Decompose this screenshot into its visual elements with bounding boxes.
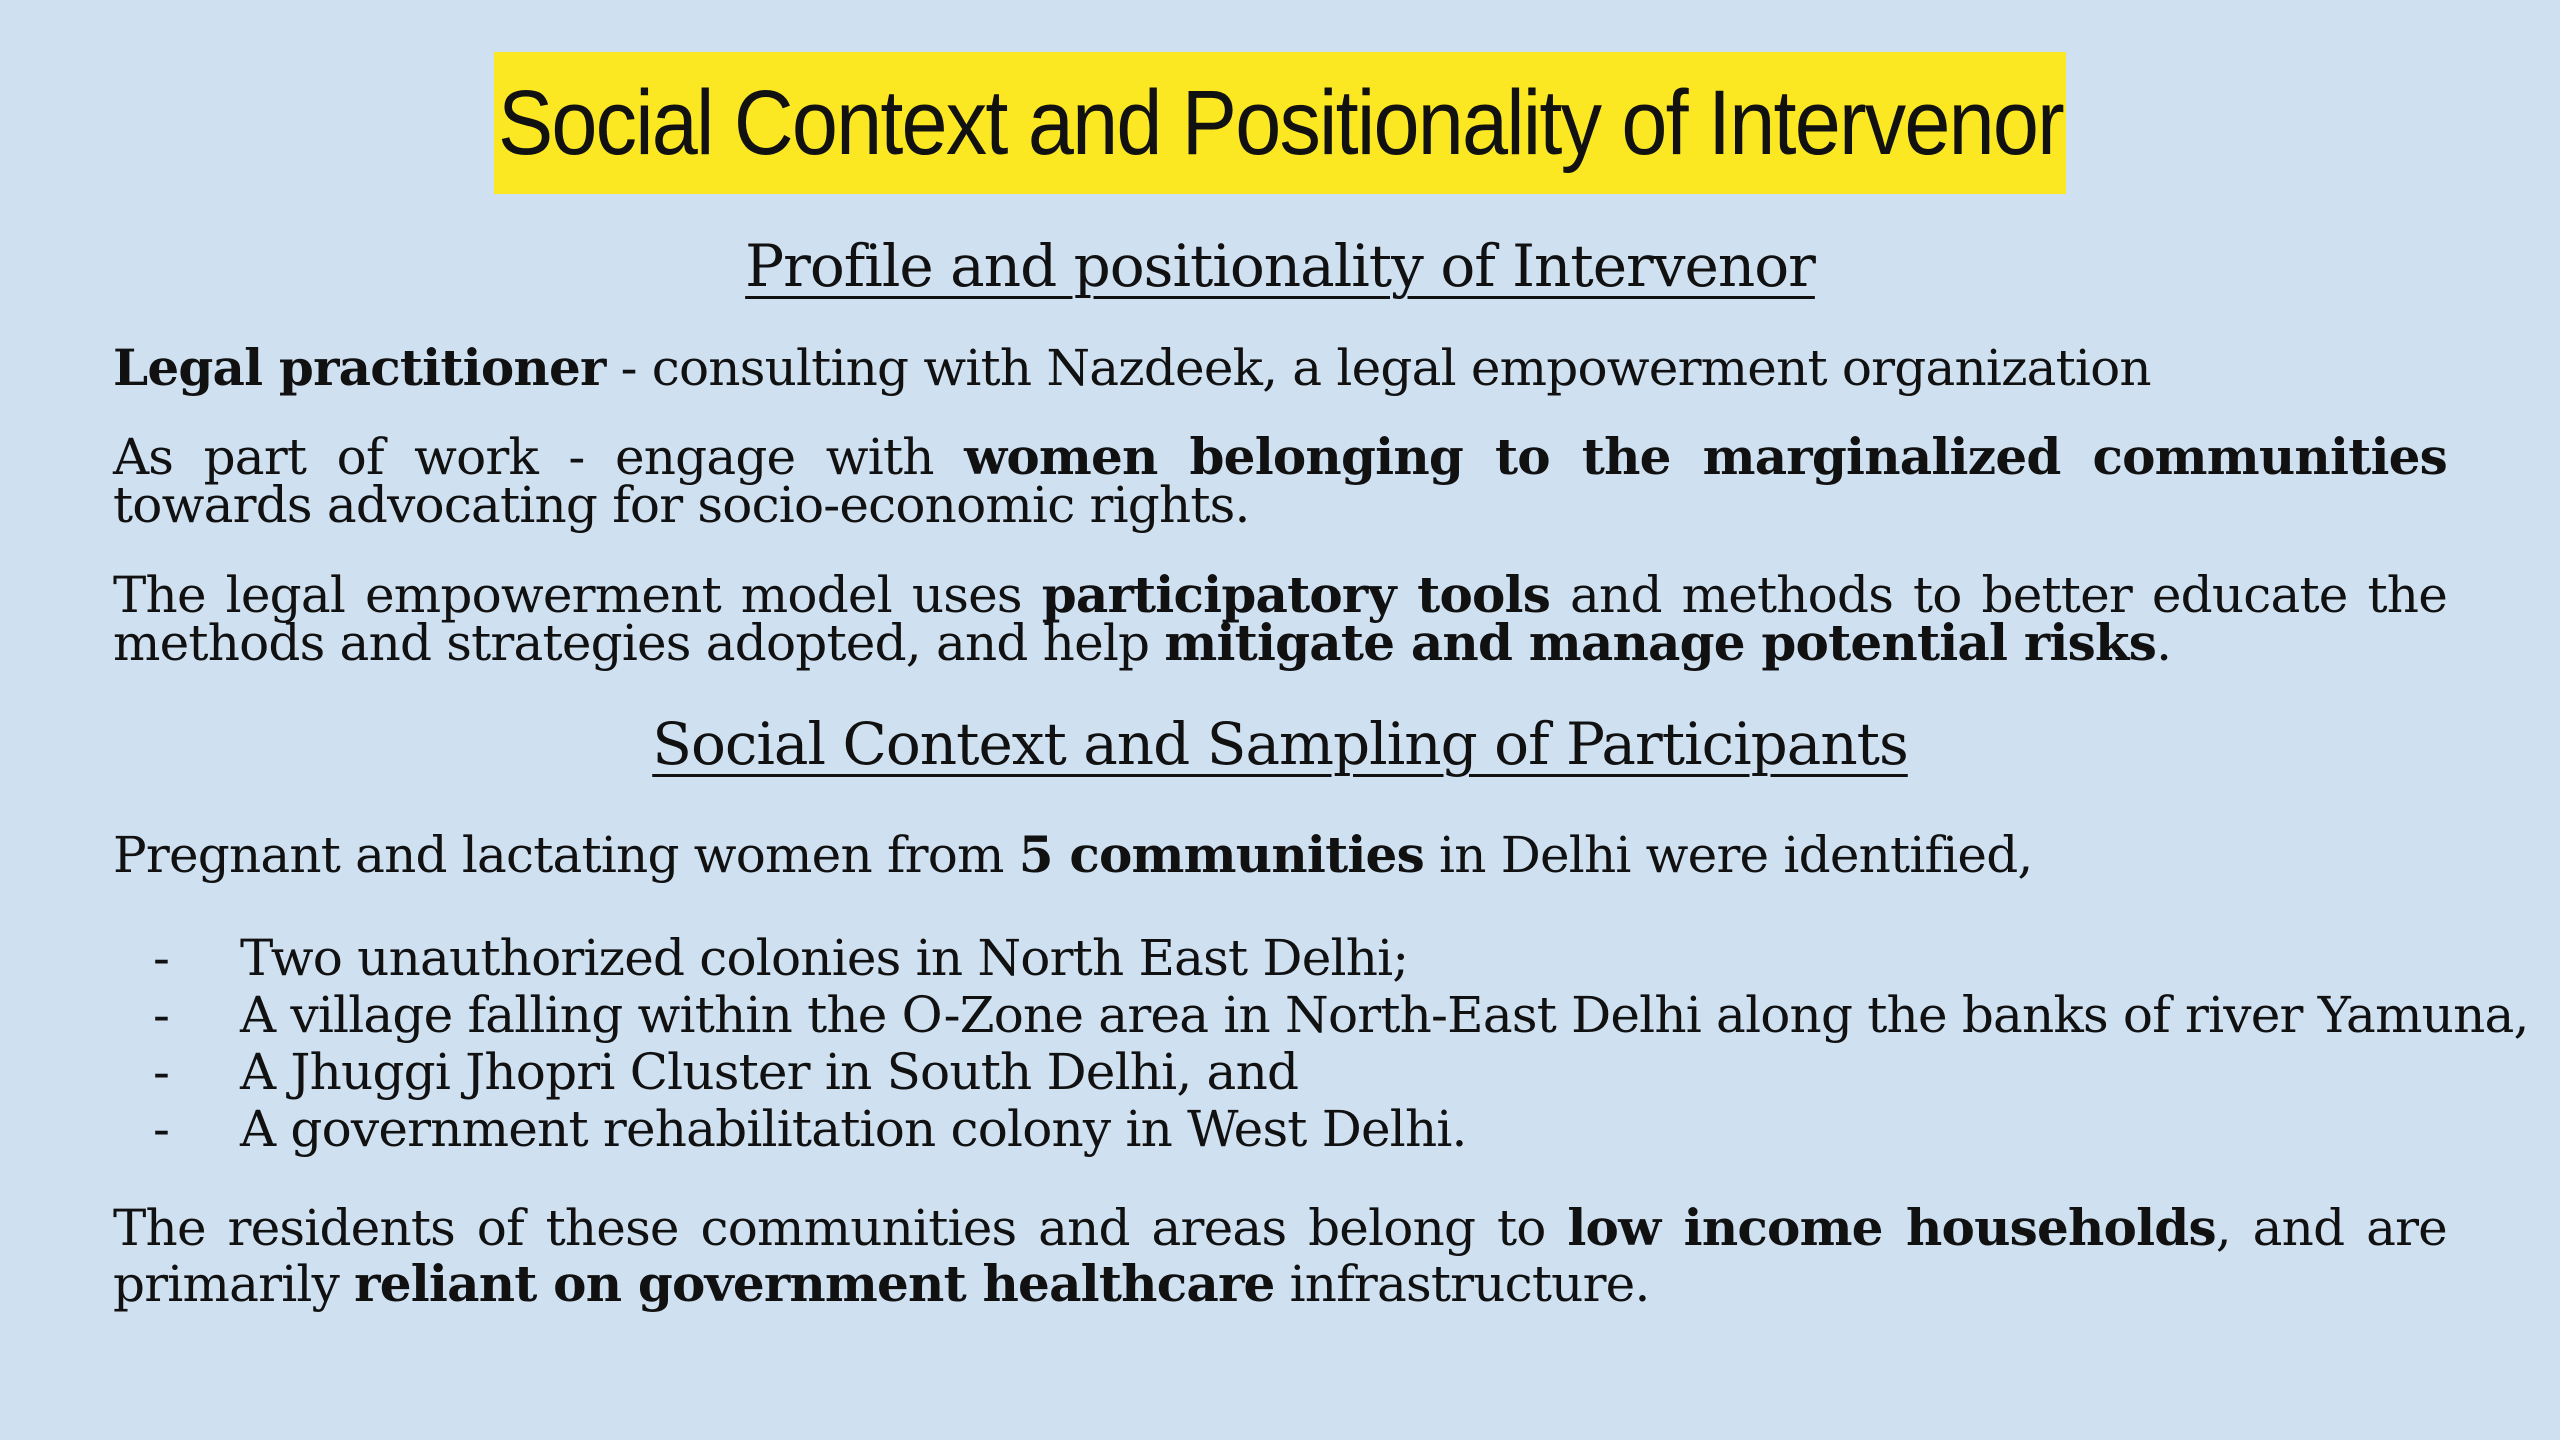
body-text: and methods to better educate the methods and strategies adopted, and help — [113, 566, 2448, 672]
bold-text: 5 communities — [1018, 825, 1424, 884]
list-item — [113, 986, 2529, 1044]
slide-title-text: Social Context and Positionality of Intervenor — [497, 71, 2063, 174]
bold-text: Legal practitioner — [113, 338, 606, 397]
body-text: in Delhi were identified, — [1423, 826, 2033, 884]
list-item-text: A government rehabilitation colony in West Delhi. — [240, 1100, 1467, 1158]
bullet-dash: - — [153, 929, 170, 987]
body-text: The legal empowerment model uses — [113, 566, 1042, 624]
paragraph-engagement — [113, 427, 2448, 534]
body-text: . — [2156, 614, 2172, 672]
paragraph-communities — [113, 825, 2447, 884]
list-item — [113, 1101, 2447, 1158]
paragraph-residents — [113, 1200, 2447, 1312]
bold-text: mitigate and manage potential risks — [1164, 613, 2157, 672]
list-item — [113, 930, 2447, 987]
list-item — [113, 1044, 2447, 1101]
bullet-dash: - — [153, 986, 170, 1044]
body-text: - consulting with Nazdeek, a legal empowerment organization — [605, 339, 2151, 397]
body-text: Pregnant and lactating women from — [113, 826, 1019, 884]
section-heading-social-context: Social Context and Sampling of Participants — [652, 710, 1908, 778]
body-text: As part of work - engage with — [113, 428, 965, 486]
body-text: towards advocating for socio-economic rights. — [113, 476, 1250, 534]
list-item-text: A Jhuggi Jhopri Cluster in South Delhi, and — [240, 1043, 1299, 1101]
list-item-text: Two unauthorized colonies in North East Delhi; — [240, 929, 1409, 987]
paragraph-empowerment-model — [113, 565, 2448, 672]
bold-text: reliant on government healthcare — [354, 1254, 1275, 1313]
body-text: , and are primarily — [113, 1199, 2447, 1313]
bold-text: women belonging to the marginalized communities — [964, 427, 2448, 486]
community-list — [113, 929, 2529, 1158]
bullet-dash: - — [153, 1043, 170, 1101]
section-heading-profile: Profile and positionality of Intervenor — [745, 232, 1815, 300]
bold-text: low income households — [1567, 1198, 2216, 1257]
bold-text: participatory tools — [1041, 565, 1551, 624]
body-text: infrastructure. — [1274, 1255, 1650, 1313]
list-item-text: A village falling within the O-Zone area in North-East Delhi along the banks of river Yamuna, — [240, 986, 2529, 1044]
body-text: The residents of these communities and areas belong to — [113, 1199, 1568, 1257]
bullet-dash: - — [153, 1100, 170, 1158]
slide-title — [494, 52, 2066, 194]
paragraph-legal-practitioner — [113, 338, 2447, 397]
